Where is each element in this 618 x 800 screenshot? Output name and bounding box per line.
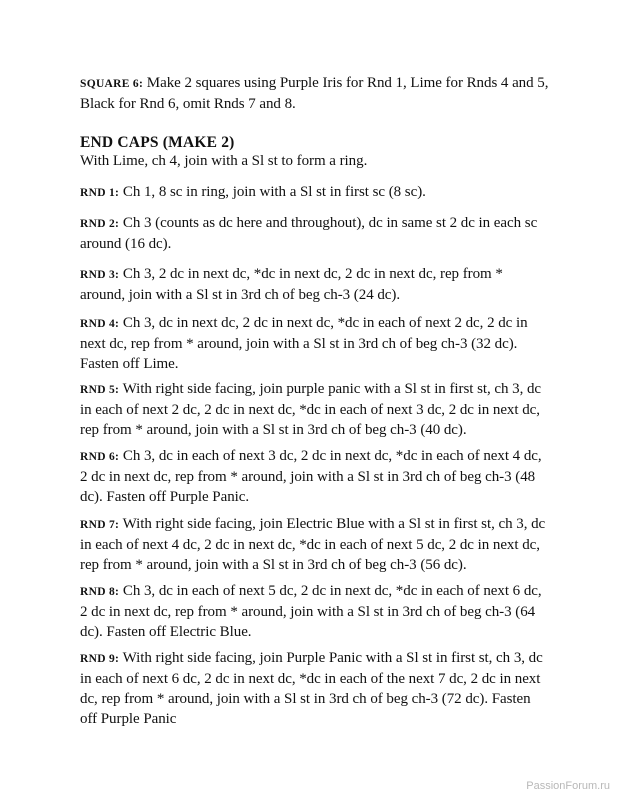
round-text: With right side facing, join Purple Panic with a Sl st in first st, ch 3, dc in each of next 6 dc, 2 dc in next dc, *dc in each of the next 7 dc, 2 dc in next dc, rep from * around, join with a Sl st in 3rd ch of beg ch-3 (72 dc). Fasten off Purple Panic <box>80 650 543 727</box>
round-text: Ch 3, dc in each of next 3 dc, 2 dc in next dc, *dc in each of next 4 dc, 2 dc in next dc, rep from * around, join with a Sl st in 3rd ch of beg ch-3 (48 dc). Fasten off Purple Panic. <box>80 448 542 505</box>
round-text: Ch 1, 8 sc in ring, join with a Sl st in first sc (8 sc). <box>119 184 426 200</box>
round-9-paragraph <box>80 648 550 729</box>
round-text: Ch 3, 2 dc in next dc, *dc in next dc, 2 dc in next dc, rep from * around, join with a Sl st in 3rd ch of beg ch-3 (24 dc). <box>80 266 503 303</box>
round-text: With right side facing, join purple panic with a Sl st in first st, ch 3, dc in each of next 2 dc, 2 dc in next dc, *dc in each of next 3 dc, 2 dc in next dc, rep from * around, join with a Sl st in 3rd ch of beg ch-3 (40 dc). <box>80 381 542 438</box>
round-7-paragraph <box>80 514 550 575</box>
round-2-paragraph <box>80 213 550 254</box>
round-6-paragraph <box>80 446 550 507</box>
square-6-paragraph <box>80 73 550 114</box>
round-5-paragraph <box>80 379 550 440</box>
square-6-label: SQUARE 6: <box>80 78 144 90</box>
round-label: RND 8: <box>80 586 120 598</box>
section-heading: END CAPS (MAKE 2) <box>80 134 235 151</box>
round-3-paragraph <box>80 264 550 305</box>
round-label: RND 5: <box>80 384 120 396</box>
round-8-paragraph <box>80 581 550 642</box>
intro-text: With Lime, ch 4, join with a Sl st to form a ring. <box>80 153 368 169</box>
round-text: Ch 3, dc in next dc, 2 dc in next dc, *dc in each of next 2 dc, 2 dc in next dc, rep from * around, join with a Sl st in 3rd ch of beg ch-3 (32 dc). Fasten off Lime. <box>80 315 528 372</box>
round-label: RND 6: <box>80 451 120 463</box>
round-label: RND 7: <box>80 519 120 531</box>
round-label: RND 1: <box>80 187 120 199</box>
round-label: RND 9: <box>80 653 120 665</box>
round-label: RND 2: <box>80 218 120 230</box>
round-label: RND 4: <box>80 318 120 330</box>
square-6-text: Make 2 squares using Purple Iris for Rnd 1, Lime for Rnds 4 and 5, Black for Rnd 6, omit Rnds 7 and 8. <box>80 75 549 112</box>
end-caps-intro <box>80 151 550 171</box>
round-label: RND 3: <box>80 269 120 281</box>
round-1-paragraph <box>80 182 550 203</box>
end-caps-heading <box>80 133 550 153</box>
round-text: With right side facing, join Electric Blue with a Sl st in first st, ch 3, dc in each of next 4 dc, 2 dc in next dc, *dc in each of next 5 dc, 2 dc in next dc, rep from * around, join with a Sl st in 3rd ch of beg ch-3 (56 dc). <box>80 516 546 573</box>
round-text: Ch 3 (counts as dc here and throughout), dc in same st 2 dc in each sc around (16 dc). <box>80 215 538 252</box>
round-text: Ch 3, dc in each of next 5 dc, 2 dc in next dc, *dc in each of next 6 dc, 2 dc in next dc, rep from * around, join with a Sl st in 3rd ch of beg ch-3 (64 dc). Fasten off Electric Blue. <box>80 583 542 640</box>
watermark: PassionForum.ru <box>526 780 610 792</box>
round-4-paragraph <box>80 313 550 374</box>
